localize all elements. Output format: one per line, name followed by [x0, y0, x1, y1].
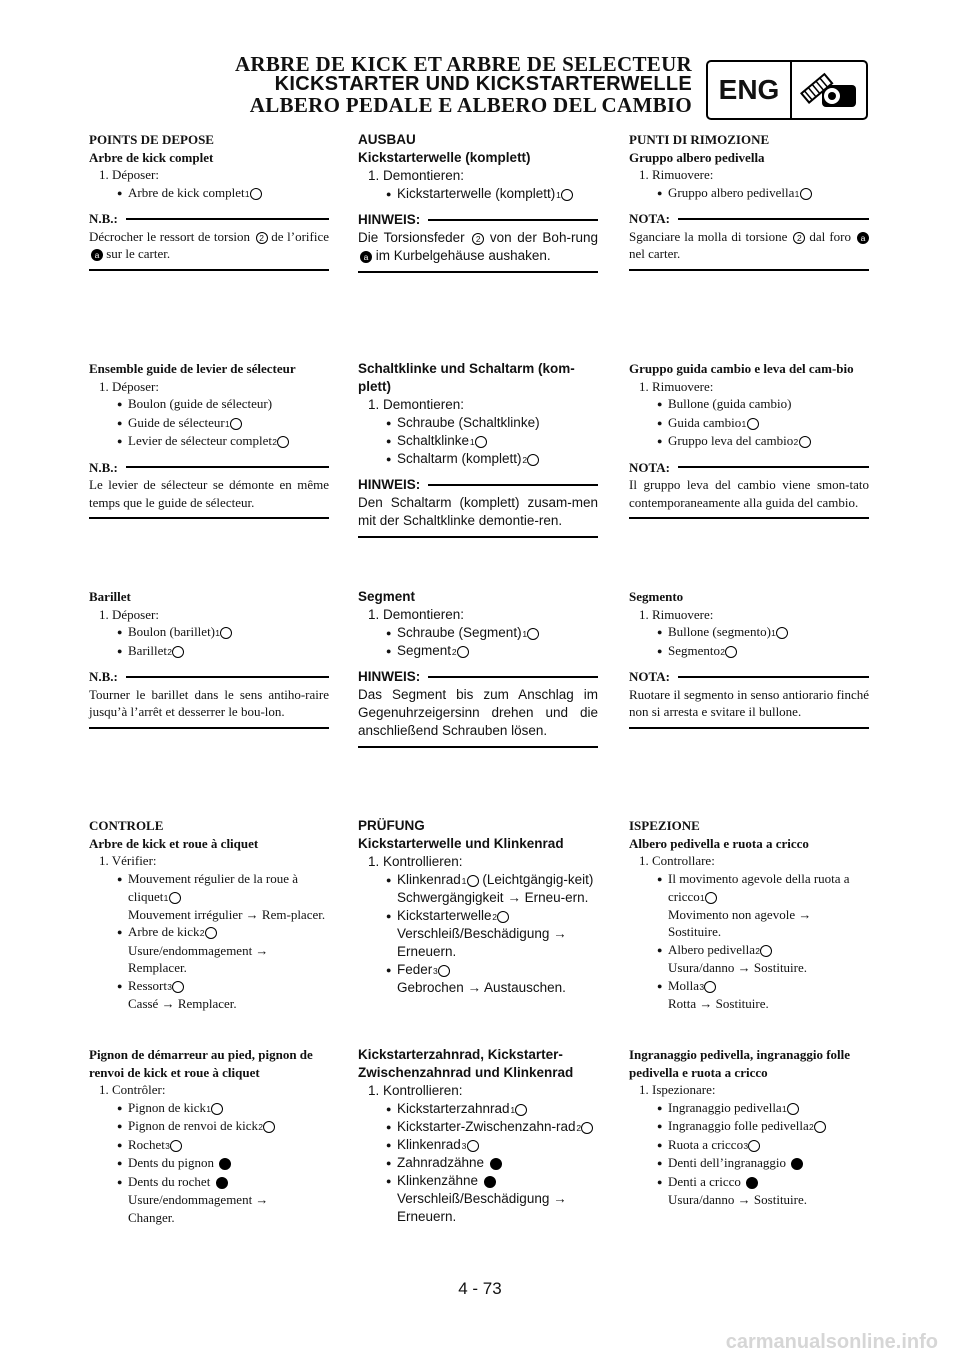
subsection-heading: Kickstarterwelle und Klinkenrad [358, 836, 564, 851]
title-german: KICKSTARTER UND KICKSTARTERWELLE [274, 73, 692, 95]
subsection-heading: Ensemble guide de levier de sélecteur [89, 361, 296, 376]
de-kick-gears [358, 1046, 598, 1226]
title-french: ARBRE DE KICK ET ARBRE DE SELECTEUR [234, 52, 692, 76]
subsection-heading: Albero pedivella e ruota a cricco [629, 835, 809, 851]
note-text: Sganciare la molla di torsione 2 dal foro a nel carter. [629, 228, 869, 263]
callout-number: 2 [799, 436, 811, 448]
callout-number: 1 [515, 1104, 527, 1116]
step-text: 1. Vérifier: [99, 853, 157, 868]
list-item: ● Kickstarter-Zwischenzahn-rad 2 [358, 1118, 598, 1136]
list-item: ● Ressort 3 [89, 977, 329, 996]
list-subtext: Usura/danno → Sostituire. [668, 960, 808, 975]
note-box [629, 668, 869, 729]
list-item: ● Molla 3 [629, 977, 869, 996]
callout-number: 1 [475, 436, 487, 448]
callout-number: 2 [472, 233, 484, 245]
fr-removal-kick-shaft [89, 131, 329, 271]
callout-number: 2 [793, 232, 805, 244]
list-item: ● Bullone (segmento) 1 [629, 623, 869, 642]
eng-label: ENG [708, 62, 792, 118]
subsection-heading: Gruppo albero pedivella [629, 149, 765, 165]
callout-letter: a [219, 1158, 231, 1170]
list-item: ● Boulon (guide de sélecteur) [89, 395, 329, 414]
callout-number: 1 [467, 875, 479, 887]
list-subtext: Gebrochen → Austauschen. [397, 980, 566, 995]
note-label: HINWEIS: [358, 211, 598, 229]
it-inspection [629, 817, 869, 1013]
subsection-heading: Arbre de kick complet [89, 149, 214, 165]
list-item: ● Pignon de renvoi de kick 2 [89, 1117, 329, 1136]
list-item: ● Rochet 3 [89, 1136, 329, 1155]
list-item: ● Arbre de kick complet 1 [89, 184, 329, 203]
callout-number: 3 [438, 965, 450, 977]
list-subtext: Usura/danno → Sostituire. [668, 1192, 808, 1207]
note-text: Die Torsionsfeder 2 von der Boh-rung a im Kurbelgehäuse aushaken. [358, 230, 598, 263]
fr-segment [89, 588, 329, 729]
callout-letter: a [360, 251, 372, 263]
list-item: ● Dents du rochet b [89, 1173, 329, 1192]
note-box [89, 668, 329, 729]
list-item: ● Guida cambio 1 [629, 414, 869, 433]
list-subtext: Rotta → Sostituire. [668, 996, 769, 1011]
callout-number: 1 [561, 189, 573, 201]
list-subtext: Movimento non agevole → [668, 906, 812, 922]
list-item: ● Denti dell’ingranaggio a [629, 1154, 869, 1173]
callout-number: 2 [725, 646, 737, 658]
note-label: N.B.: [89, 668, 329, 686]
section-heading: AUSBAU [358, 132, 416, 147]
note-text: Il gruppo leva del cambio viene smon-tato contemporaneamente alla guida del cambio. [629, 477, 869, 510]
list-item: ● Pignon de kick 1 [89, 1099, 329, 1118]
subsection-heading: Arbre de kick et roue à cliquet [89, 835, 259, 851]
list-item: ● Mouvement régulier de la roue à cliquet 1 [89, 870, 329, 906]
list-item: ● Kickstarterwelle 2 [358, 907, 598, 925]
list-item: ● Gruppo leva del cambio 2 [629, 432, 869, 451]
step-text: 1. Déposer: [99, 378, 159, 394]
callout-number: 2 [497, 911, 509, 923]
list-item: ● Albero pedivella 2 [629, 941, 869, 960]
note-label: NOTA: [629, 668, 869, 686]
section-heading: PRÜFUNG [358, 818, 425, 833]
list-item: ● Klinkenrad 1 (Leichtgängig-keit) [358, 871, 598, 889]
list-item: ● Kickstarterwelle (komplett) 1 [358, 185, 598, 203]
list-subtext: Verschleiß/Beschädigung → [397, 926, 567, 941]
subsection-heading: Pignon de démarreur au pied, pignon de renvoi de kick et roue à cliquet [89, 1047, 313, 1080]
list-subtext: Erneuern. [397, 944, 457, 959]
note-text: Den Schaltarm (komplett) zusam-men mit der Schaltklinke demontie-ren. [358, 495, 598, 528]
note-text: Ruotare il segmento in senso antiorario finché non si arresta e svitare il bullone. [629, 686, 869, 719]
section-heading: PUNTI DI RIMOZIONE [629, 132, 770, 147]
callout-number: 1 [220, 627, 232, 639]
list-item: ● Barillet 2 [89, 642, 329, 661]
step-text: 1. Contrôler: [99, 1082, 166, 1097]
step-text: 1. Déposer: [99, 606, 159, 622]
list-subtext: Usure/endommagement → [128, 942, 269, 958]
callout-letter: b [746, 1177, 758, 1189]
step-text: 1. Kontrollieren: [368, 854, 463, 869]
title-italian: ALBERO PEDALE E ALBERO DEL CAMBIO [249, 93, 692, 117]
callout-number: 1 [776, 627, 788, 639]
subsection-heading: Kickstarterwelle (komplett) [358, 150, 531, 165]
list-item: ● Dents du pignon a [89, 1154, 329, 1173]
it-kick-gears [629, 1046, 869, 1209]
callout-number: 2 [581, 1122, 593, 1134]
note-text: Décrocher le ressort de torsion 2 de l’orifice a sur le carter. [89, 228, 330, 261]
note-box [629, 459, 869, 520]
list-item: ● Ruota a cricco 3 [629, 1136, 869, 1155]
note-box [89, 459, 329, 520]
note-box [358, 668, 598, 748]
note-box [629, 210, 869, 271]
callout-number: 2 [814, 1121, 826, 1133]
list-item: ● Arbre de kick 2 [89, 923, 329, 942]
note-label: HINWEIS: [358, 668, 598, 686]
list-item: ● Il movimento agevole della ruota a cricco 1 [629, 870, 869, 906]
note-box [89, 210, 329, 271]
engine-section-badge [706, 60, 868, 120]
de-segment [358, 588, 598, 748]
de-removal-kick-shaft [358, 131, 598, 273]
list-subtext: Erneuern. [397, 1209, 457, 1224]
fr-inspection [89, 817, 329, 1013]
section-heading: POINTS DE DEPOSE [89, 132, 214, 147]
fr-kick-gears [89, 1046, 329, 1226]
note-label: HINWEIS: [358, 476, 598, 494]
callout-number: 2 [277, 436, 289, 448]
list-item: ● Schraube (Segment) 1 [358, 624, 598, 642]
page-number: 4 - 73 [458, 1279, 502, 1298]
callout-letter: b [216, 1177, 228, 1189]
step-text: 1. Ispezionare: [639, 1082, 716, 1097]
step-text: 1. Demontieren: [368, 168, 465, 183]
callout-number: 2 [263, 1121, 275, 1133]
callout-number: 1 [705, 892, 717, 904]
it-segment [629, 588, 869, 729]
step-text: 1. Rimuovere: [639, 378, 714, 394]
callout-number: 2 [256, 232, 268, 244]
it-shift-guide [629, 360, 869, 519]
watermark: carmanualsonline.info [725, 1331, 938, 1353]
step-text: 1. Kontrollieren: [368, 1083, 463, 1098]
callout-number: 3 [170, 1140, 182, 1152]
list-item: ● Feder 3 [358, 961, 598, 979]
note-box [358, 476, 598, 538]
list-item: ● Zahnradzähne a [358, 1154, 598, 1172]
page-header [0, 0, 960, 125]
step-text: 1. Rimuovere: [639, 167, 714, 182]
note-box [358, 211, 598, 273]
note-label: N.B.: [89, 210, 329, 228]
list-subtext: Cassé → Remplacer. [128, 996, 237, 1011]
step-text: 1. Demontieren: [368, 397, 465, 412]
subsection-heading: Kickstarterzahnrad, Kickstarter-Zwischenzahnrad und Klinkenrad [358, 1047, 574, 1080]
fr-shift-guide [89, 360, 329, 519]
list-item: ● Schraube (Schaltklinke) [358, 414, 598, 432]
callout-number: 1 [211, 1103, 223, 1115]
callout-number: 1 [230, 418, 242, 430]
callout-letter: a [791, 1158, 803, 1170]
callout-number: 1 [250, 188, 262, 200]
list-item: ● Segment 2 [358, 642, 598, 660]
callout-number: 1 [800, 188, 812, 200]
note-text: Das Segment bis zum Anschlag im Gegenuhrzeigersinn drehen und die anschließend Schrauben lösen. [358, 687, 598, 738]
list-item: ● Gruppo albero pedivella 1 [629, 184, 869, 203]
callout-number: 2 [172, 646, 184, 658]
subsection-heading: Gruppo guida cambio e leva del cam-bio [629, 361, 854, 376]
list-item: ● Guide de sélecteur 1 [89, 414, 329, 433]
it-removal-kick-shaft [629, 131, 869, 271]
list-item: ● Ingranaggio folle pedivella 2 [629, 1117, 869, 1136]
section-heading: CONTROLE [89, 818, 164, 833]
callout-number: 1 [787, 1103, 799, 1115]
bolt-wrench-icon [792, 62, 866, 118]
section-heading: ISPEZIONE [629, 818, 700, 833]
de-shift-guide [358, 360, 598, 538]
step-text: 1. Demontieren: [368, 607, 465, 622]
list-item: ● Kickstarterzahnrad 1 [358, 1100, 598, 1118]
list-item: ● Segmento 2 [629, 642, 869, 661]
note-text: Tourner le barillet dans le sens antiho-raire jusqu’à l’arrêt et desserrer le bou-lon. [89, 686, 329, 719]
callout-number: 2 [205, 927, 217, 939]
callout-number: 2 [457, 646, 469, 658]
callout-letter: a [490, 1158, 502, 1170]
note-label: N.B.: [89, 459, 329, 477]
list-subtext: Schwergängigkeit → Erneu-ern. [397, 890, 589, 905]
list-subtext: Changer. [128, 1209, 175, 1225]
callout-number: 1 [169, 892, 181, 904]
note-label: NOTA: [629, 459, 869, 477]
callout-number: 3 [172, 981, 184, 993]
de-inspection [358, 817, 598, 997]
callout-number: 1 [527, 628, 539, 640]
callout-letter: b [484, 1176, 496, 1188]
subsection-heading: Ingranaggio pedivella, ingranaggio folle pedivella e ruota a cricco [629, 1047, 851, 1080]
list-item: ● Schaltarm (komplett) 2 [358, 450, 598, 468]
callout-number: 3 [704, 981, 716, 993]
subsection-heading: Segment [358, 589, 416, 604]
list-subtext: Verschleiß/Beschädigung → [397, 1191, 567, 1206]
callout-number: 2 [760, 945, 772, 957]
callout-letter: a [857, 232, 869, 244]
list-subtext: Mouvement irrégulier → Rem-placer. [128, 906, 326, 922]
list-item: ● Klinkenzähne b [358, 1172, 598, 1190]
note-text: Le levier de sélecteur se démonte en même temps que le guide de sélecteur. [89, 477, 329, 510]
list-item: ● Boulon (barillet) 1 [89, 623, 329, 642]
list-item: ● Klinkenrad 3 [358, 1136, 598, 1154]
list-subtext: Remplacer. [128, 960, 187, 975]
subsection-heading: Barillet [89, 589, 131, 604]
callout-letter: a [91, 249, 103, 261]
list-subtext: Sostituire. [668, 924, 722, 939]
note-label: NOTA: [629, 210, 869, 228]
step-text: 1. Controllare: [639, 853, 715, 868]
list-item: ● Schaltklinke 1 [358, 432, 598, 450]
list-item: ● Levier de sélecteur complet 2 [89, 432, 329, 451]
callout-number: 3 [748, 1140, 760, 1152]
step-text: 1. Rimuovere: [639, 606, 714, 622]
callout-number: 3 [467, 1140, 479, 1152]
list-subtext: Usure/endommagement → [128, 1192, 269, 1207]
subsection-heading: Schaltklinke und Schaltarm (kom-plett) [358, 361, 575, 394]
list-item: ● Denti a cricco b [629, 1173, 869, 1192]
callout-number: 1 [747, 418, 759, 430]
callout-number: 2 [527, 454, 539, 466]
subsection-heading: Segmento [629, 589, 684, 604]
step-text: 1. Déposer: [99, 167, 159, 182]
list-item: ● Bullone (guida cambio) [629, 395, 869, 414]
list-item: ● Ingranaggio pedivella 1 [629, 1099, 869, 1118]
